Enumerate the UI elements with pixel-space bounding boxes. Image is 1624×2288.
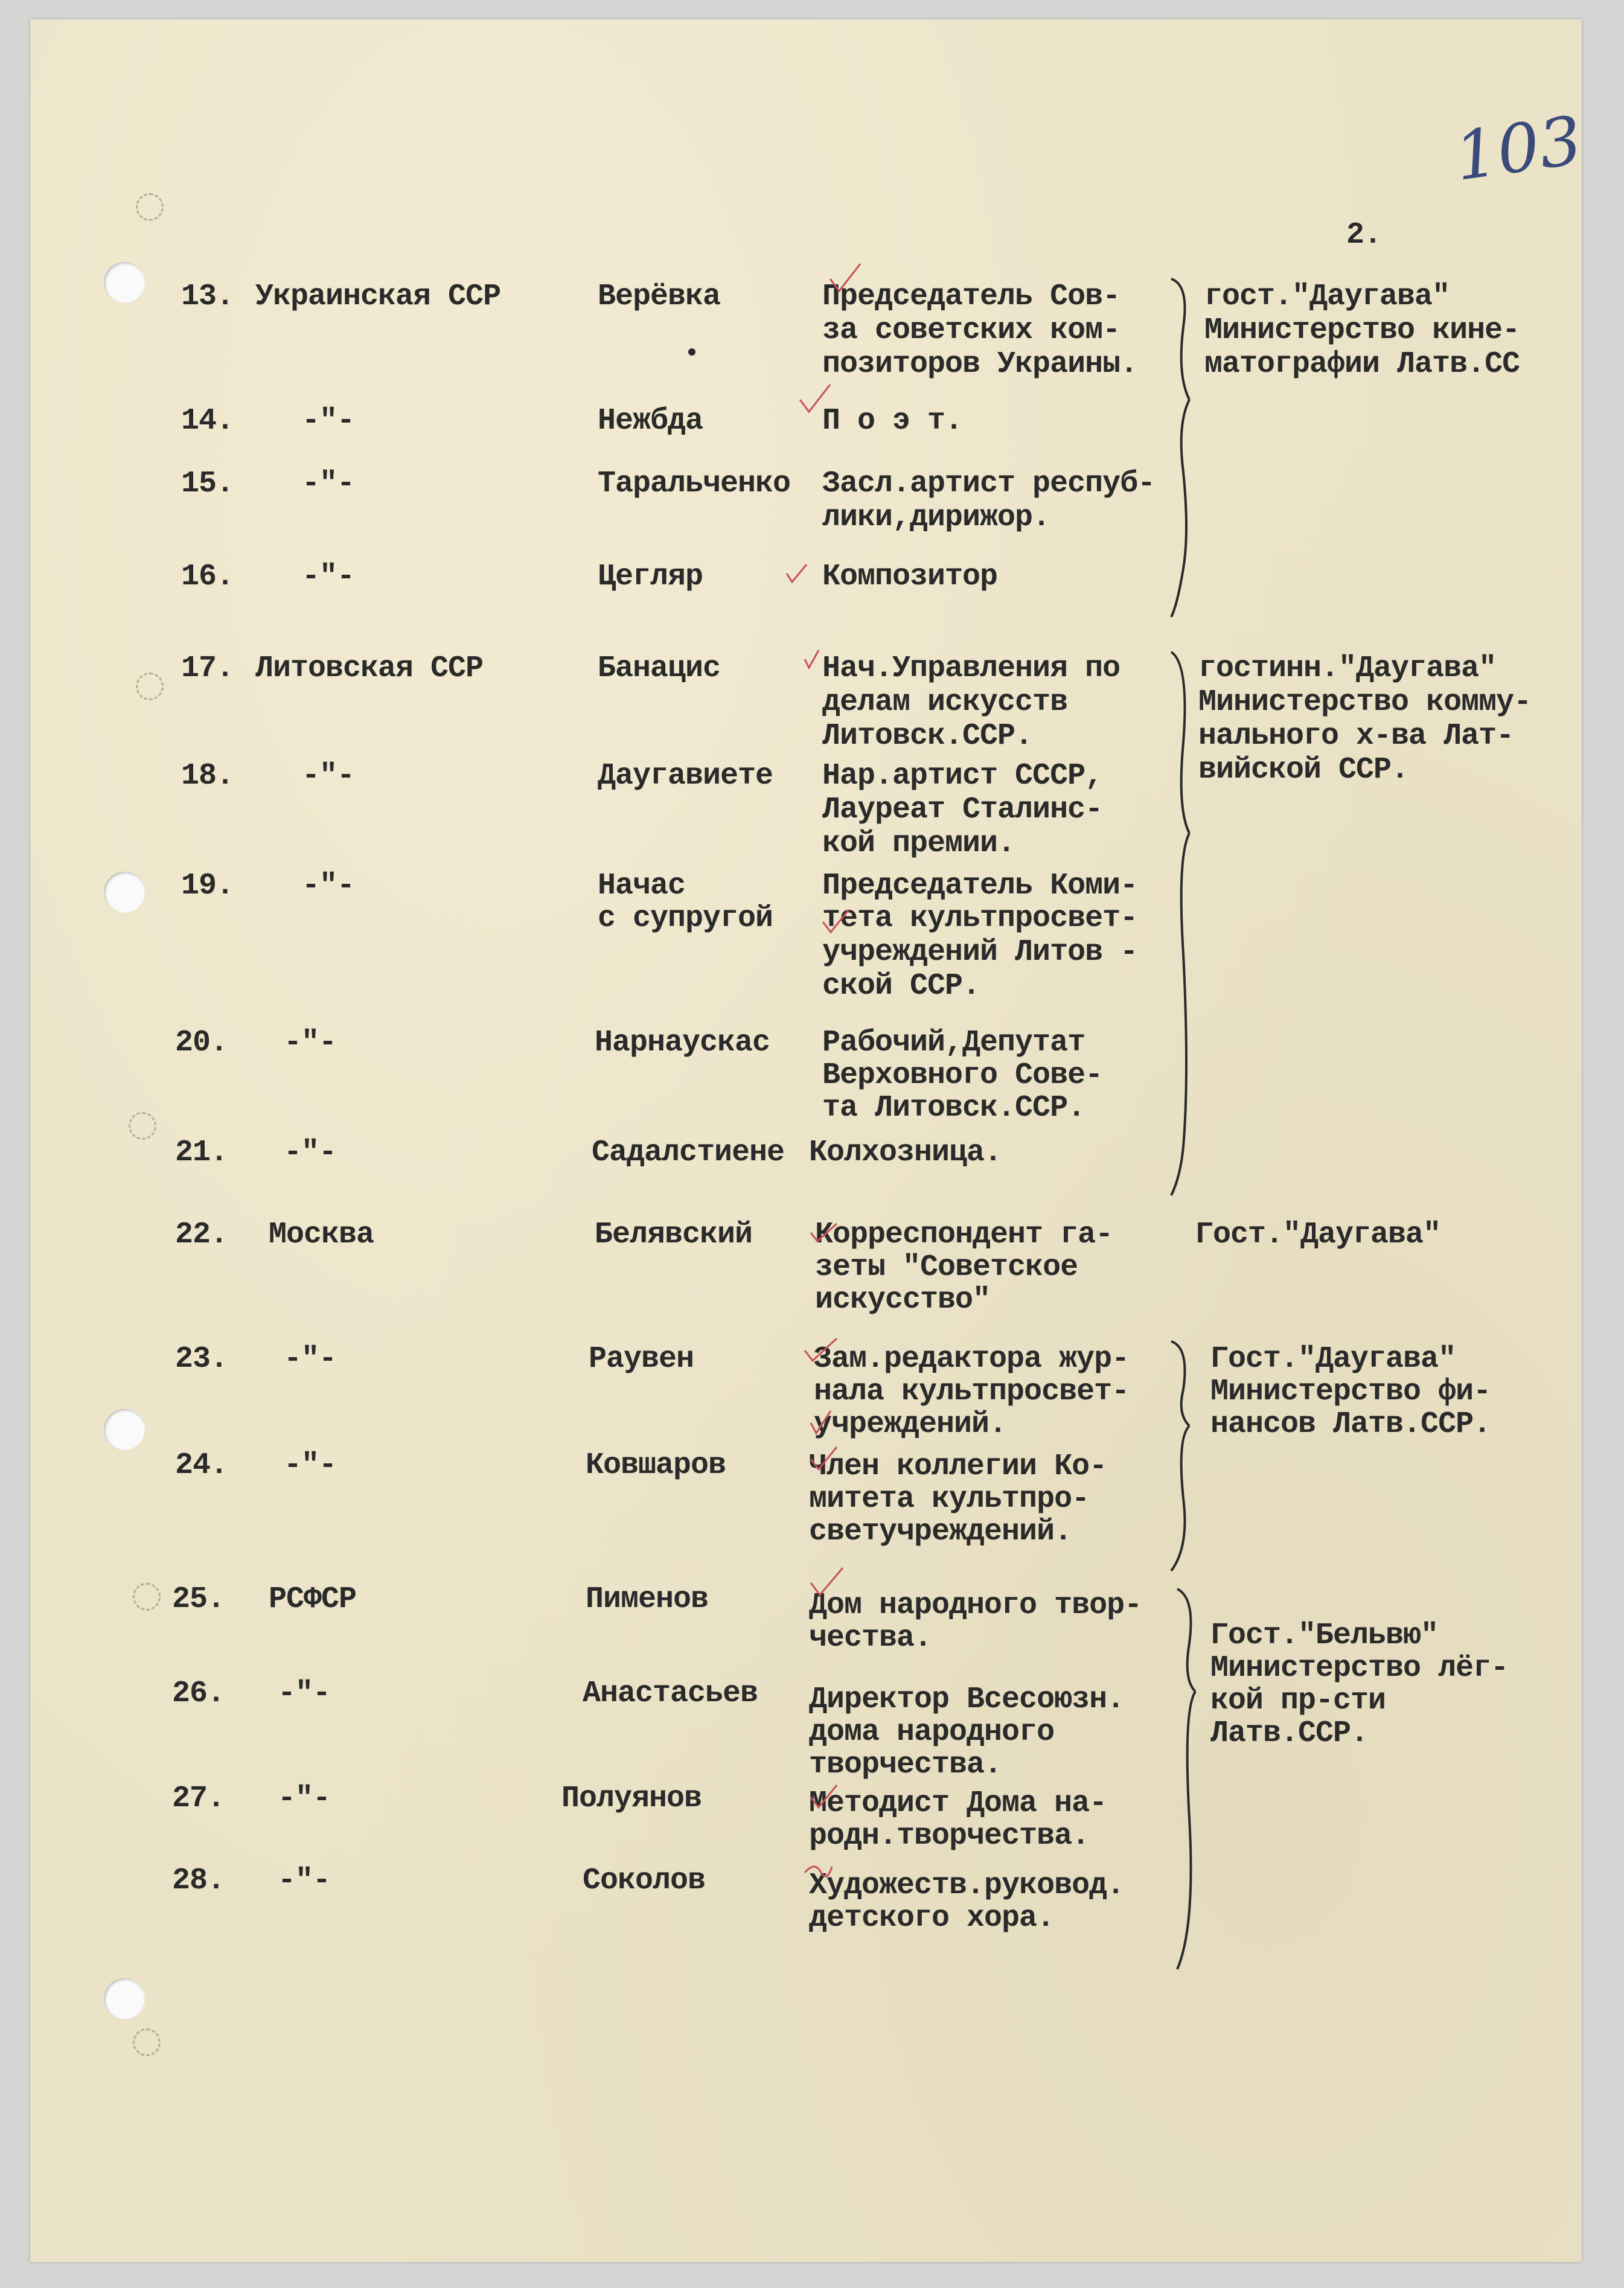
- red-checkmark: [803, 1335, 839, 1366]
- row-region: Москва: [269, 1218, 374, 1252]
- accommodation-line: Министерство фи-: [1210, 1375, 1491, 1409]
- row-position: Зам.редактора жур-: [814, 1342, 1130, 1376]
- row-name: Садалстиене: [592, 1136, 785, 1170]
- row-position: учреждений Литов -: [822, 935, 1138, 970]
- red-checkmark: [809, 1221, 839, 1245]
- row-position: учреждений.: [814, 1407, 1007, 1442]
- row-position: Литовск.ССР.: [822, 719, 1033, 753]
- row-position: дома народного: [809, 1715, 1055, 1750]
- archive-page-number: 103: [1450, 101, 1587, 196]
- row-position: Директор Всесоюзн.: [809, 1682, 1125, 1717]
- ink-dot: [688, 348, 695, 356]
- accommodation-line: Латв.ССР.: [1210, 1716, 1369, 1751]
- row-position: лики,дирижор.: [822, 500, 1050, 535]
- row-position: делам искусств: [822, 685, 1068, 720]
- row-position: ской ССР.: [822, 969, 980, 1003]
- row-region: -"-: [278, 1864, 331, 1898]
- row-number: 22.: [175, 1218, 228, 1252]
- brace: [1165, 279, 1201, 617]
- row-name: Нежбда: [598, 404, 703, 438]
- accommodation-line: вийской ССР.: [1198, 753, 1409, 787]
- red-checkmark: [809, 1565, 845, 1601]
- red-checkmark: [809, 1408, 833, 1438]
- row-region: -"-: [278, 1782, 331, 1816]
- staple-mark: [136, 193, 164, 221]
- brace: [1165, 1341, 1201, 1571]
- row-region: Литовская ССР: [255, 651, 484, 686]
- row-position: митета культпро-: [809, 1482, 1090, 1516]
- row-position: светучреждений.: [809, 1515, 1072, 1549]
- row-region: -"-: [302, 404, 355, 438]
- row-number: 23.: [175, 1342, 228, 1376]
- row-name: Банацис: [598, 651, 721, 686]
- accommodation-line: гост."Даугава": [1204, 280, 1450, 314]
- row-position: родн.творчества.: [809, 1819, 1090, 1853]
- row-position: Нач.Управления по: [822, 651, 1120, 686]
- brace: [1165, 652, 1201, 1195]
- row-number: 16.: [181, 560, 234, 594]
- row-position: Верховного Сове-: [822, 1058, 1103, 1093]
- row-position: искусство": [815, 1283, 991, 1317]
- row-region: РСФСР: [269, 1582, 357, 1617]
- red-checkmark: [827, 261, 863, 297]
- row-region: -"-: [284, 1342, 337, 1376]
- red-checkmark: [785, 561, 809, 586]
- red-checkmark: [809, 1444, 839, 1474]
- row-number: 27.: [172, 1782, 225, 1816]
- staple-mark: [133, 1583, 161, 1611]
- row-region: -"-: [302, 467, 355, 501]
- punch-hole: [104, 1409, 145, 1450]
- punch-hole: [104, 1978, 145, 2019]
- row-position: Член коллегии Ко-: [809, 1449, 1107, 1484]
- row-region: -"-: [284, 1136, 337, 1170]
- row-name: Цегляр: [598, 560, 703, 594]
- row-name: Нарнаускас: [595, 1026, 770, 1060]
- row-number: 14.: [181, 404, 234, 438]
- row-position: Рабочий,Депутат: [822, 1026, 1085, 1060]
- row-region: Украинская ССР: [255, 280, 501, 314]
- red-checkmark: [803, 647, 821, 671]
- row-region: -"-: [284, 1026, 337, 1060]
- accommodation-line: Министерство лёг-: [1210, 1651, 1509, 1686]
- row-position: Художеств.руковод.: [809, 1868, 1125, 1903]
- row-name: Полуянов: [561, 1782, 702, 1816]
- row-position: кой премии.: [822, 826, 1015, 861]
- row-position: та Литовск.ССР.: [822, 1091, 1085, 1125]
- accommodation-line: нансов Латв.ССР.: [1210, 1407, 1491, 1442]
- punch-hole: [104, 872, 145, 913]
- row-position: Засл.артист респуб-: [822, 467, 1156, 501]
- accommodation-line: Министерство комму-: [1198, 685, 1532, 720]
- row-position: Нар.артист СССР,: [822, 759, 1103, 793]
- accommodation-line: кой пр-сти: [1210, 1684, 1386, 1718]
- row-number: 25.: [172, 1582, 225, 1617]
- row-position: позиторов Украины.: [822, 347, 1138, 382]
- accommodation-line: Министерство кине-: [1204, 313, 1520, 348]
- row-number: 24.: [175, 1448, 228, 1483]
- row-position: тета культпросвет-: [822, 901, 1138, 936]
- row-number: 21.: [175, 1136, 228, 1170]
- row-name: Ковшаров: [586, 1448, 726, 1483]
- accommodation-line: Гост."Даугава": [1210, 1342, 1456, 1376]
- row-position: зеты "Советское: [815, 1250, 1078, 1285]
- page-number: 2.: [1346, 218, 1382, 252]
- row-position: Колхозница.: [809, 1136, 1002, 1170]
- row-position: Методист Дома на-: [809, 1786, 1107, 1821]
- row-name: Пименов: [586, 1582, 709, 1617]
- red-checkmark: [809, 1782, 839, 1812]
- row-region: -"-: [284, 1448, 337, 1483]
- row-name: Верёвка: [598, 280, 721, 314]
- row-number: 15.: [181, 467, 234, 501]
- row-position: Композитор: [822, 560, 998, 594]
- accommodation-line: Гост."Даугава": [1195, 1218, 1441, 1252]
- staple-mark: [136, 673, 164, 700]
- row-name: Начас: [598, 869, 686, 903]
- red-checkmark: [803, 1861, 833, 1885]
- row-name: Раувен: [589, 1342, 694, 1376]
- row-position: Председатель Коми-: [822, 869, 1138, 903]
- row-number: 18.: [181, 759, 234, 793]
- accommodation-line: матографии Латв.СС: [1204, 347, 1520, 382]
- row-position: творчества.: [809, 1748, 1002, 1782]
- staple-mark: [133, 2028, 161, 2056]
- row-position: нала культпросвет-: [814, 1375, 1130, 1409]
- row-position: чества.: [809, 1621, 932, 1655]
- row-number: 19.: [181, 869, 234, 903]
- punch-hole: [104, 262, 145, 303]
- row-name: Анастасьев: [583, 1676, 758, 1711]
- row-name: с супругой: [598, 901, 773, 936]
- row-region: -"-: [302, 759, 355, 793]
- row-number: 13.: [181, 280, 234, 314]
- row-position: Лауреат Сталинс-: [822, 793, 1103, 827]
- row-position: Председатель Сов-: [822, 280, 1120, 314]
- staple-mark: [129, 1112, 156, 1140]
- row-number: 20.: [175, 1026, 228, 1060]
- row-position: Дом народного твор-: [809, 1588, 1142, 1623]
- row-position: детского хора.: [809, 1901, 1055, 1935]
- row-region: -"-: [278, 1676, 331, 1711]
- row-position: за советских ком-: [822, 313, 1120, 348]
- row-number: 17.: [181, 651, 234, 686]
- accommodation-line: Гост."Бельвю": [1210, 1619, 1439, 1653]
- row-name: Таральченко: [598, 467, 791, 501]
- row-region: -"-: [302, 869, 355, 903]
- red-checkmark: [821, 907, 851, 937]
- row-number: 28.: [172, 1864, 225, 1898]
- accommodation-line: гостинн."Даугава": [1198, 651, 1497, 686]
- brace: [1171, 1589, 1207, 1969]
- row-name: Соколов: [583, 1864, 706, 1898]
- document-page: [30, 19, 1587, 2262]
- row-position: П о э т.: [822, 404, 963, 438]
- row-name: Белявский: [595, 1218, 753, 1252]
- row-number: 26.: [172, 1676, 225, 1711]
- red-checkmark: [797, 382, 833, 418]
- row-region: -"-: [302, 560, 355, 594]
- accommodation-line: нального х-ва Лат-: [1198, 719, 1514, 753]
- row-position: Корреспондент га-: [815, 1218, 1113, 1252]
- row-name: Даугавиете: [598, 759, 773, 793]
